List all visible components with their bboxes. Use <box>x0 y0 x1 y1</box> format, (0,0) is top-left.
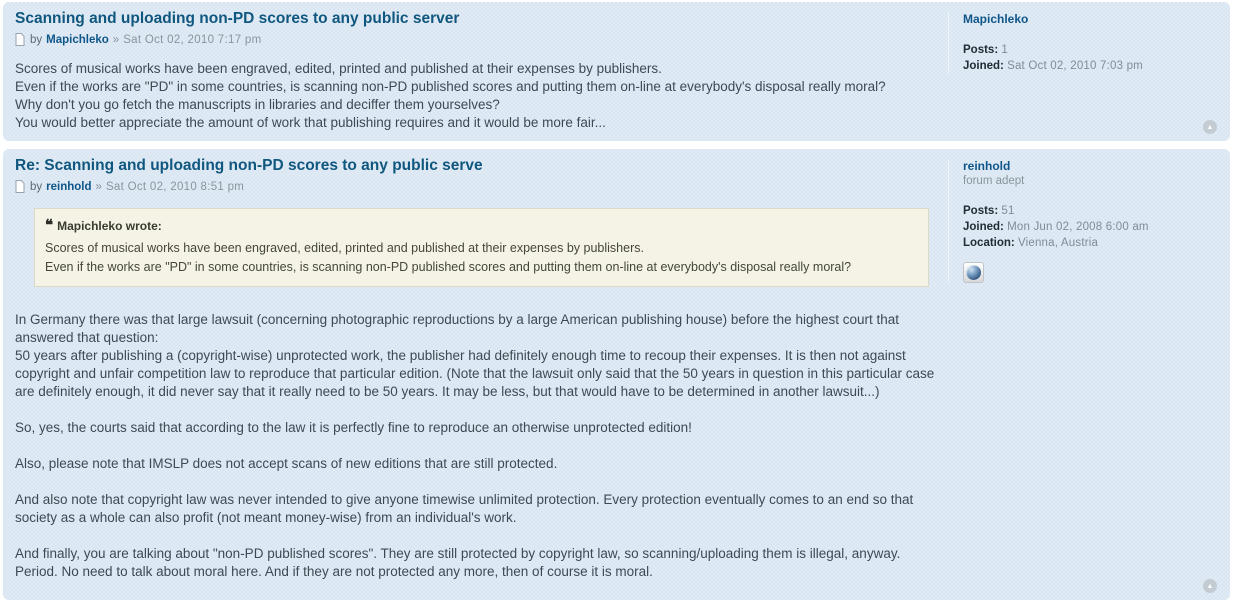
quote-attribution: Mapichleko wrote: <box>57 219 162 233</box>
profile-details <box>963 42 1218 74</box>
posts-count[interactable]: 1 <box>1001 44 1008 56</box>
body-line: Why don't you go fetch the manuscripts in libraries and deciffer them yourselves? <box>15 97 500 112</box>
post-profile-1 <box>948 12 1218 74</box>
quote-line: Scores of musical works have been engraved, edited, printed and published at their expenses by publishers. <box>45 241 644 255</box>
author-link[interactable]: reinhold <box>46 180 92 193</box>
post-body-2 <box>15 149 935 581</box>
joined-date: Mon Jun 02, 2008 6:00 am <box>1007 221 1149 233</box>
byline-separator: » <box>112 33 120 46</box>
post-body-1 <box>15 2 935 132</box>
post-icon[interactable] <box>15 33 25 46</box>
body-line: And also note that copyright law was never intended to give anyone timewise unlimited protection. Every protection eventually comes to an end so that society as a whole can also profit (not meant money-wise) from an individual's work. <box>15 492 914 525</box>
post-date: Sat Oct 02, 2010 8:51 pm <box>105 180 245 193</box>
by-label: by <box>30 180 43 193</box>
posts-count[interactable]: 51 <box>1001 205 1015 217</box>
location-value: Vienna, Austria <box>1017 237 1099 249</box>
posts-label: Posts: <box>963 205 999 217</box>
paragraph <box>15 311 935 401</box>
post-icon[interactable] <box>15 180 25 193</box>
body-line: 50 years after publishing a (copyright-wise) unprotected work, the publisher had definitely enough time to recoup their expenses. It is then not against copyright and unfair competition law to reproduce that particular edition. (Note that the lawsuit only said that the 50 years in question in this particular case are definitely enough, it did never say that it really need to be 50 years. It may be less, but that would have to be determined in another lawsuit...) <box>15 348 935 399</box>
byline-separator: » <box>95 180 102 193</box>
profile-username-link[interactable]: reinhold <box>963 159 1011 173</box>
joined-label: Joined: <box>963 221 1004 233</box>
location-label: Location: <box>963 237 1015 249</box>
body-line: You would better appreciate the amount of work that publishing requires and it would be more fair... <box>15 115 606 130</box>
author-link[interactable]: Mapichleko <box>46 33 109 46</box>
body-line: So, yes, the courts said that according to the law it is perfectly fine to reproduce an otherwise unprotected edition! <box>15 420 692 435</box>
website-globe-icon[interactable] <box>963 262 984 283</box>
post-profile-2 <box>948 159 1218 283</box>
body-line: Scores of musical works have been engraved, edited, printed and published at their expenses by publishers. <box>15 61 662 76</box>
joined-label: Joined: <box>963 60 1004 72</box>
body-line: And finally, you are talking about "non-PD published scores". They are still protected by copyright law, so scanning/uploading them is illegal, anyway. Period. No need to talk about moral here. And if they are not protected any more, then of course it is moral. <box>15 546 901 579</box>
back-to-top-button[interactable] <box>1203 579 1217 593</box>
body-line: In Germany there was that large lawsuit (concerning photographic reproductions by a large American publishing house) before the highest court that answered that question: <box>15 312 900 345</box>
quote-line: Even if the works are "PD" in some countries, is scanning non-PD published scores and putting them on-line at everybody's disposal really moral? <box>45 260 852 274</box>
joined-date: Sat Oct 02, 2010 7:03 pm <box>1007 60 1143 72</box>
paragraph <box>15 455 935 473</box>
quote-header <box>45 216 918 236</box>
post-title[interactable]: Scanning and uploading non-PD scores to any public server <box>15 10 460 27</box>
post-byline <box>15 180 935 193</box>
globe-icon <box>966 265 981 280</box>
up-arrow-icon: ▲ <box>1206 582 1214 590</box>
quote-block <box>34 208 929 287</box>
user-rank: forum adept <box>963 175 1025 187</box>
forum-post-2 <box>3 149 1230 600</box>
post-content <box>15 60 935 132</box>
back-to-top-button[interactable] <box>1203 120 1217 134</box>
post-date: Sat Oct 02, 2010 7:17 pm <box>123 33 262 46</box>
body-line: Also, please note that IMSLP does not accept scans of new editions that are still protected. <box>15 456 558 471</box>
paragraph <box>15 545 935 581</box>
post-title[interactable]: Re: Scanning and uploading non-PD scores to any public serve <box>15 157 483 174</box>
up-arrow-icon: ▲ <box>1206 123 1214 131</box>
by-label: by <box>30 33 43 46</box>
body-line: Even if the works are "PD" in some countries, is scanning non-PD published scores and putting them on-line at everybody's disposal really moral? <box>15 79 886 94</box>
paragraph <box>15 491 935 527</box>
profile-username-link[interactable]: Mapichleko <box>963 12 1029 26</box>
posts-label: Posts: <box>963 44 999 56</box>
quote-icon: ❝ <box>45 216 54 234</box>
forum-post-1 <box>3 2 1230 141</box>
post-byline <box>15 33 935 46</box>
profile-details <box>963 203 1218 251</box>
post-content <box>15 311 935 581</box>
paragraph <box>15 419 935 437</box>
